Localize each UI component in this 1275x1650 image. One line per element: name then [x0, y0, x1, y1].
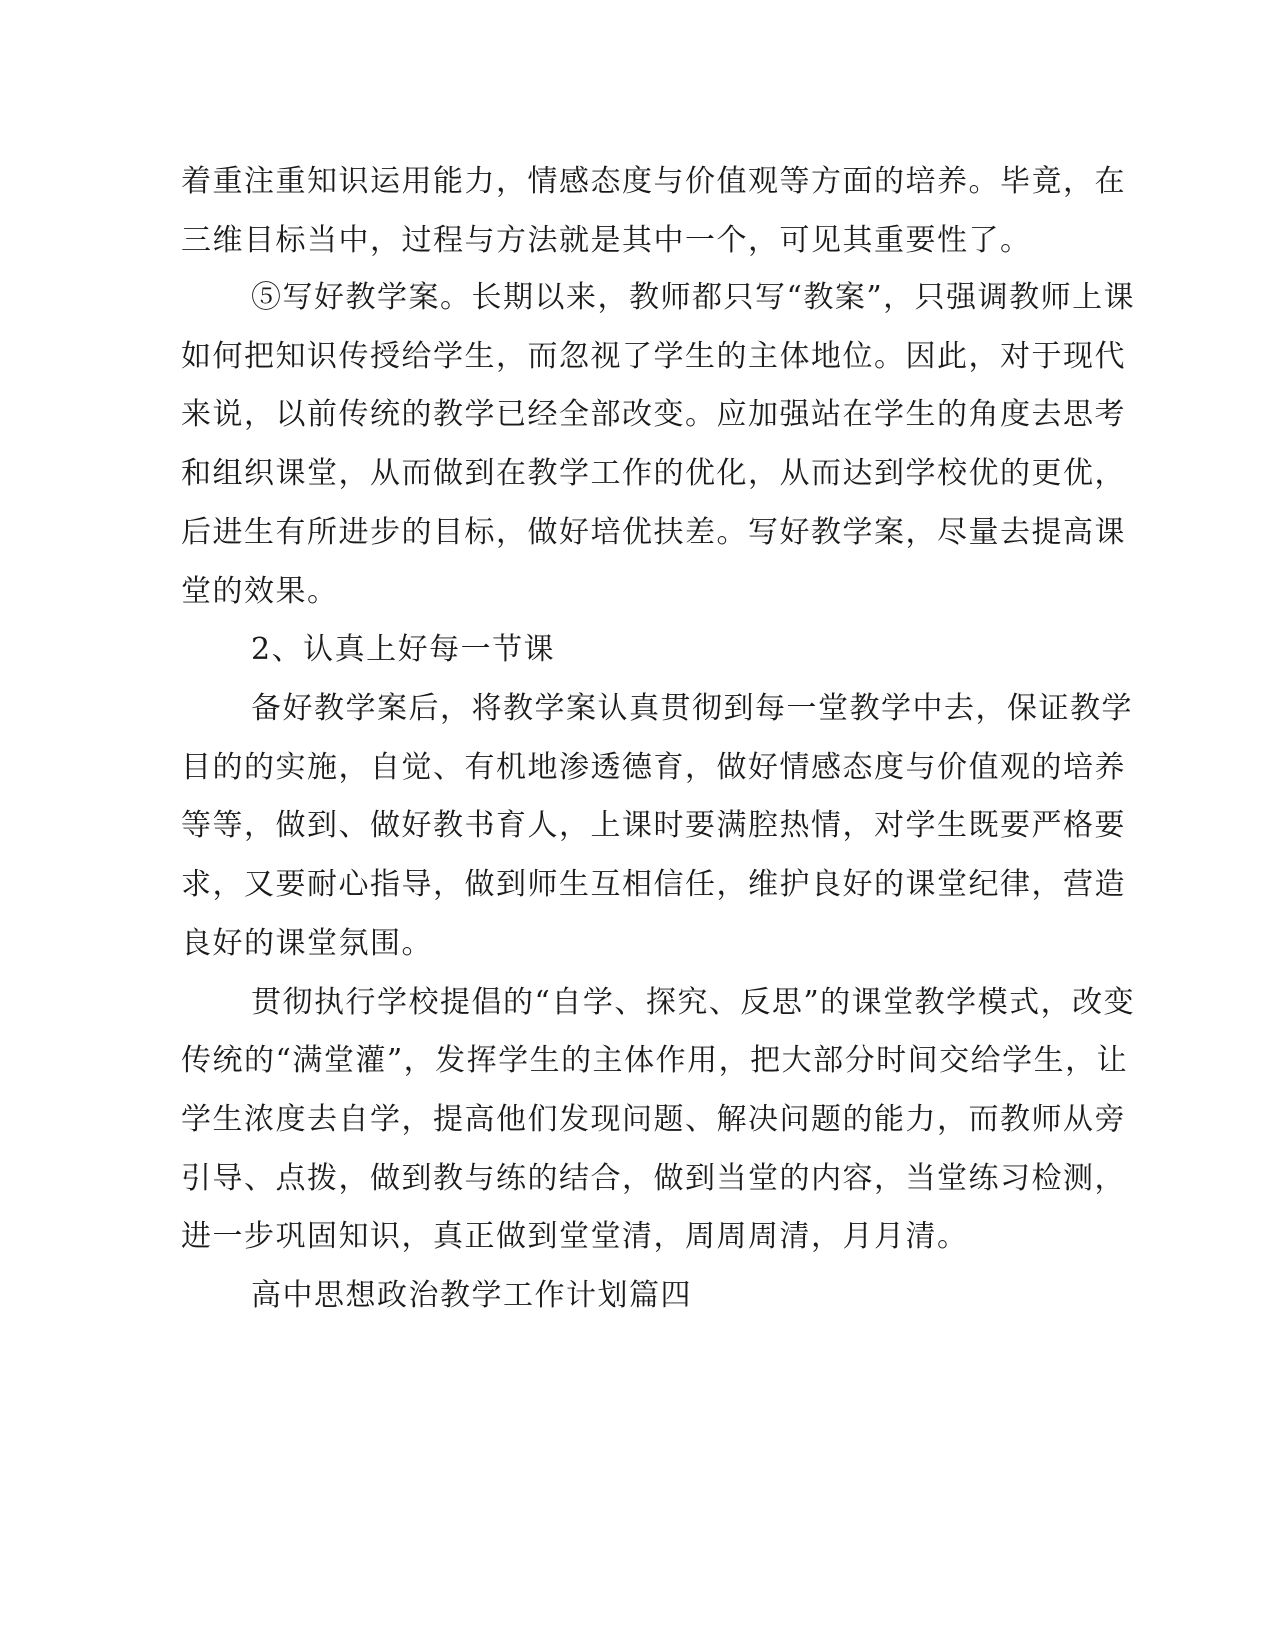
paragraph-line: 如何把知识传授给学生，而忽视了学生的主体地位。因此，对于现代	[181, 339, 1126, 374]
paragraph-line: ⑤写好教学案。长期以来，教师都只写“教案”，只强调教师上课	[251, 280, 1136, 315]
paragraph-line: 等等，做到、做好教书育人，上课时要满腔热情，对学生既要严格要	[181, 808, 1126, 843]
paragraph-line: 着重注重知识运用能力，情感态度与价值观等方面的培养。毕竟，在	[181, 164, 1126, 199]
paragraph-line: 求，又要耐心指导，做到师生互相信任，维护良好的课堂纪律，营造	[181, 867, 1126, 902]
section-heading: 2、认真上好每一节课	[251, 632, 556, 667]
paragraph-line: 目的的实施，自觉、有机地渗透德育，做好情感态度与价值观的培养	[181, 750, 1126, 785]
paragraph-line: 堂的效果。	[181, 574, 339, 609]
paragraph-line: 引导、点拨，做到教与练的结合，做到当堂的内容，当堂练习检测，	[181, 1161, 1126, 1196]
paragraph-line: 备好教学案后，将教学案认真贯彻到每一堂教学中去，保证教学	[251, 691, 1133, 726]
paragraph-line: 和组织课堂，从而做到在教学工作的优化，从而达到学校优的更优，	[181, 456, 1126, 491]
paragraph-line: 来说，以前传统的教学已经全部改变。应加强站在学生的角度去思考	[181, 397, 1126, 432]
paragraph-line: 学生浓度去自学，提高他们发现问题、解决问题的能力，而教师从旁	[181, 1102, 1126, 1137]
section-heading: 高中思想政治教学工作计划篇四	[251, 1278, 692, 1313]
paragraph-line: 后进生有所进步的目标，做好培优扶差。写好教学案，尽量去提高课	[181, 515, 1126, 550]
paragraph-line: 传统的“满堂灌”，发挥学生的主体作用，把大部分时间交给学生，让	[181, 1043, 1129, 1078]
paragraph-line: 进一步巩固知识，真正做到堂堂清，周周周清，月月清。	[181, 1219, 969, 1254]
paragraph-line: 良好的课堂氛围。	[181, 926, 433, 961]
paragraph-line: 三维目标当中，过程与方法就是其中一个，可见其重要性了。	[181, 223, 1032, 258]
paragraph-line: 贯彻执行学校提倡的“自学、探究、反思”的课堂教学模式，改变	[251, 985, 1136, 1020]
